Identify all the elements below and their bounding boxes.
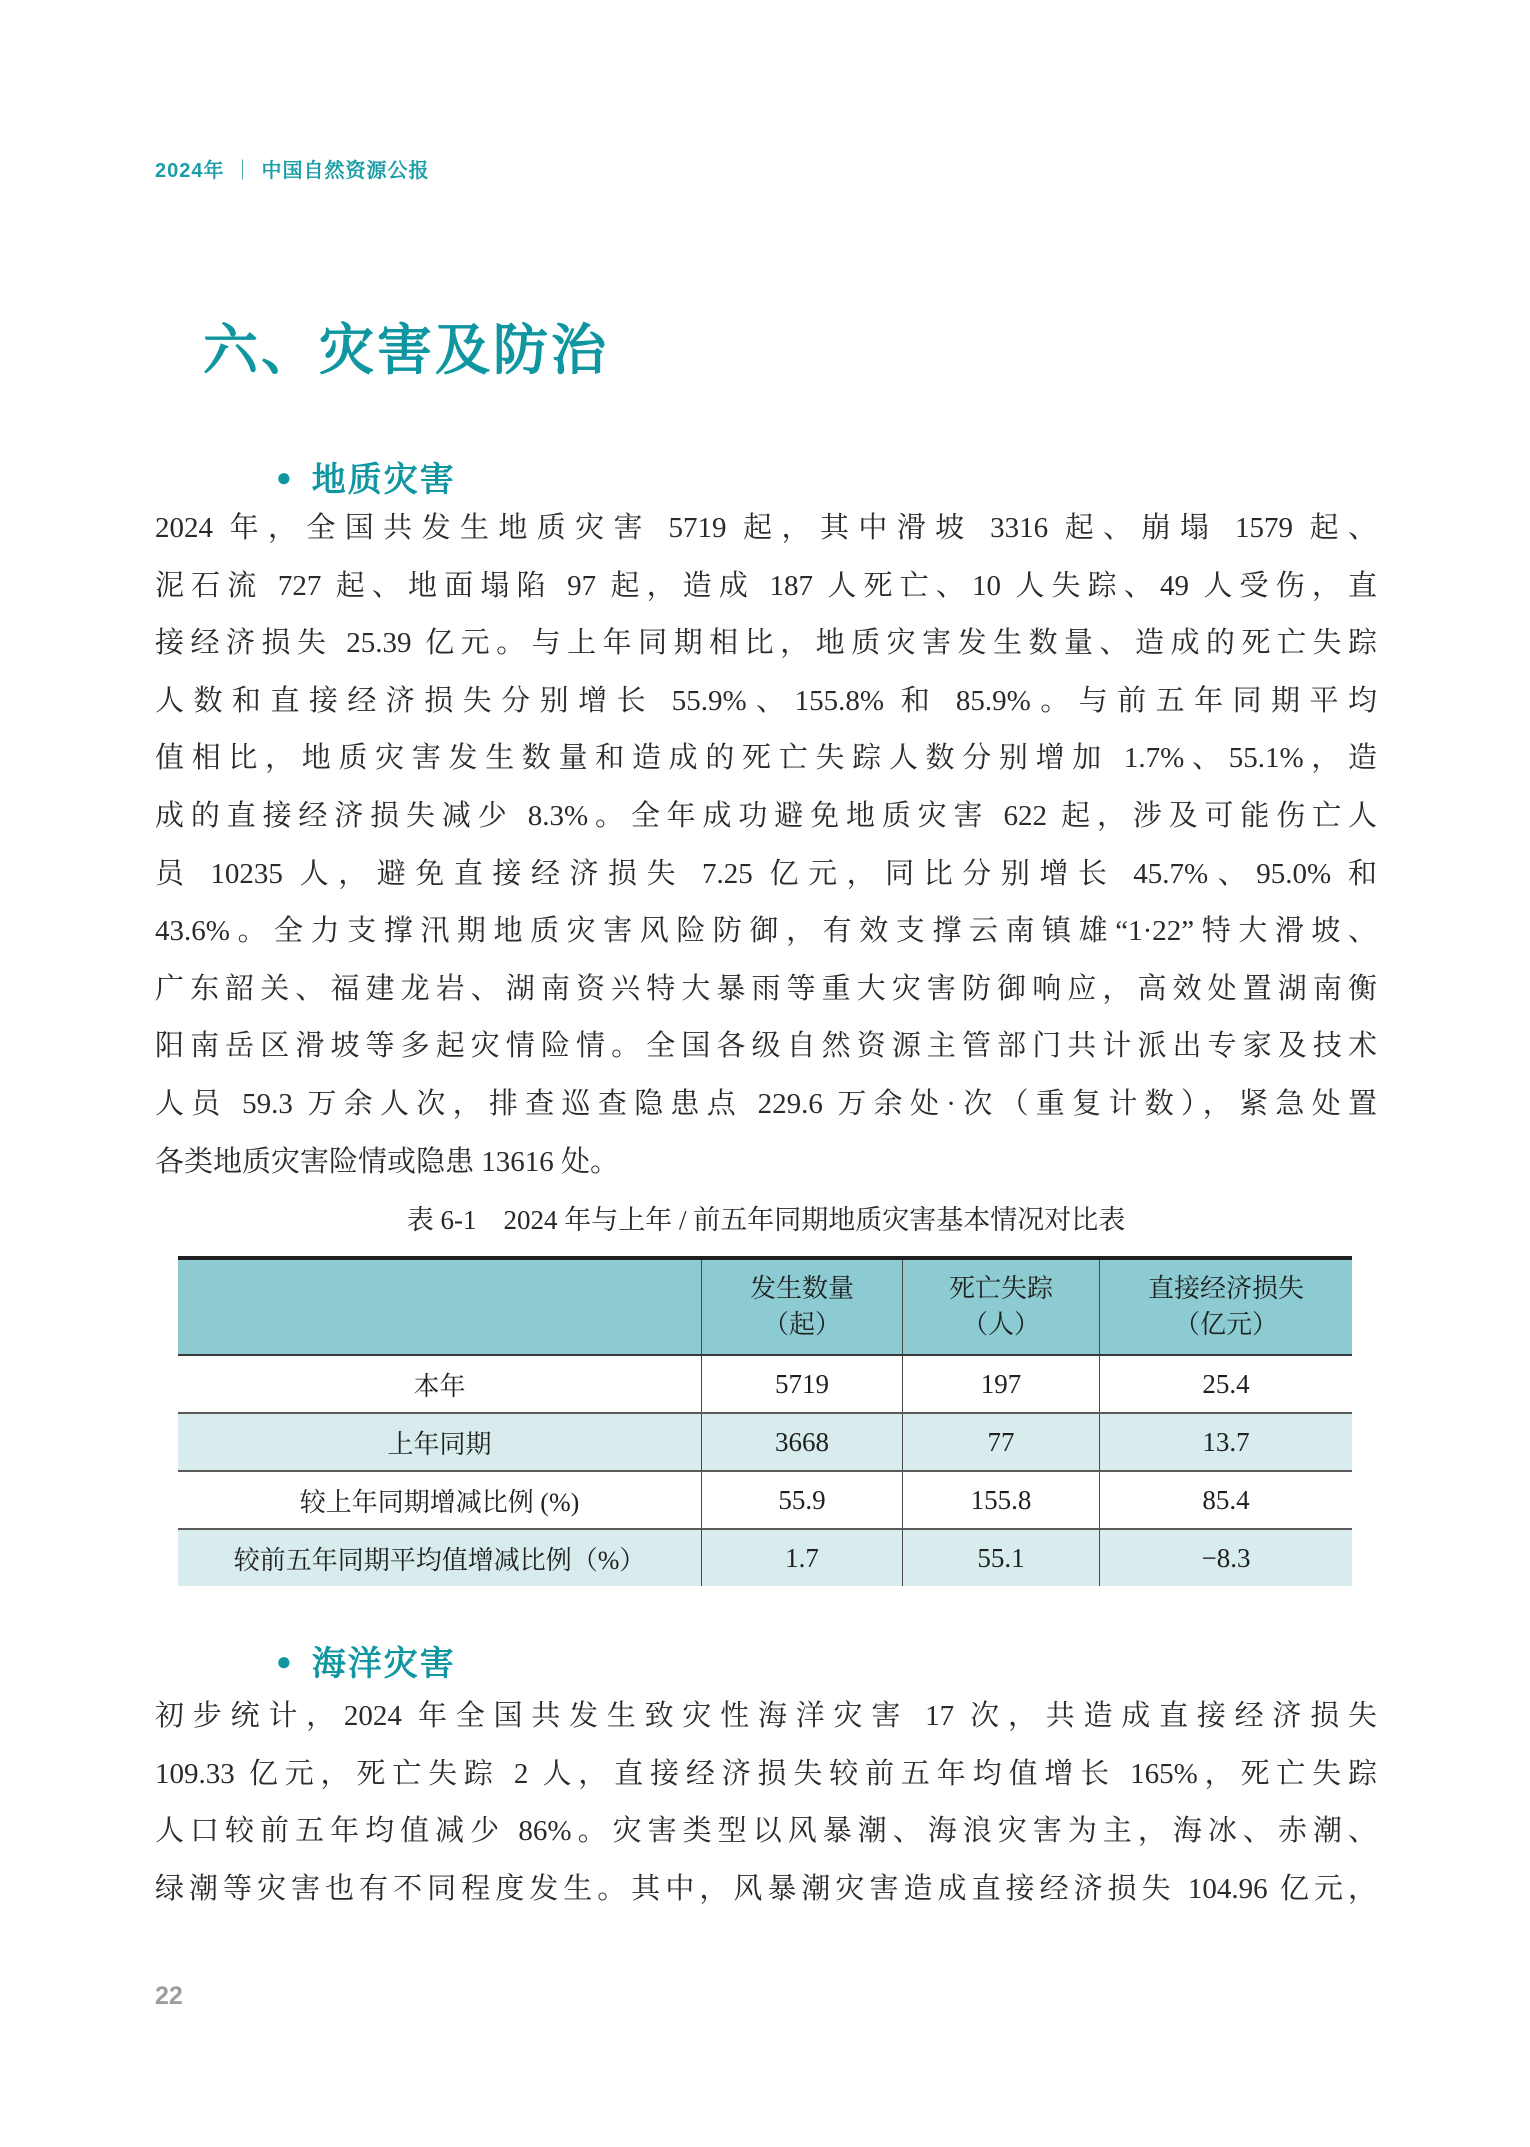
section-heading-marine-disasters bbox=[276, 1636, 456, 1685]
table-caption: 表 6-1 2024 年与上年 / 前五年同期地质灾害基本情况对比表 bbox=[406, 1205, 1126, 1235]
paragraph-line: 接经济损失 25.39 亿元。与上年同期相比，地质灾害发生数量、造成的死亡失踪 bbox=[155, 627, 1377, 660]
bullet-icon: ● bbox=[276, 461, 292, 492]
section-heading-geological-disasters bbox=[276, 452, 456, 501]
paragraph-line: 泥石流 727 起、地面塌陷 97 起，造成 187 人死亡、10 人失踪、49 人受伤，直 bbox=[155, 569, 1377, 602]
header-line1: 直接经济损失 bbox=[1148, 1274, 1305, 1303]
masthead-year: 2024年 bbox=[155, 160, 225, 182]
cell-occurrences: 3668 bbox=[702, 1413, 903, 1471]
cell-deaths-missing: 155.8 bbox=[902, 1471, 1099, 1529]
masthead-divider: ｜ bbox=[232, 160, 254, 182]
masthead-title: 中国自然资源公报 bbox=[261, 160, 430, 182]
table-row bbox=[178, 1471, 1352, 1529]
table-row bbox=[178, 1413, 1352, 1471]
paragraph-line: 人员 59.3 万余人次，排查巡查隐患点 229.6 万余处·次（重复计数），紧急处置 bbox=[155, 1087, 1377, 1120]
table-header-economic-loss bbox=[1100, 1258, 1352, 1355]
header-line2: （亿元） bbox=[1174, 1310, 1279, 1339]
paragraph-line: 广东韶关、福建龙岩、湖南资兴特大暴雨等重大灾害防御响应，高效处置湖南衡 bbox=[155, 972, 1377, 1005]
paragraph-line: 各类地质灾害险情或隐患 13616 处。 bbox=[155, 1145, 620, 1178]
paragraph-line: 值相比，地质灾害发生数量和造成的死亡失踪人数分别增加 1.7%、55.1%，造 bbox=[155, 742, 1377, 775]
table-header-row bbox=[178, 1258, 1352, 1355]
paragraph-line: 109.33 亿元，死亡失踪 2 人，直接经济损失较前五年均值增长 165%，死亡失踪 bbox=[155, 1757, 1377, 1790]
row-label: 较前五年同期平均值增减比例（%） bbox=[178, 1529, 702, 1586]
paragraph-line: 43.6%。全力支撑汛期地质灾害风险防御，有效支撑云南镇雄“1·22”特大滑坡、 bbox=[155, 915, 1377, 948]
page-title: 六、灾害及防治 bbox=[203, 319, 610, 381]
header-line2: （人） bbox=[961, 1310, 1040, 1339]
paragraph-line: 成的直接经济损失减少 8.3%。全年成功避免地质灾害 622 起，涉及可能伤亡人 bbox=[155, 799, 1377, 832]
cell-economic-loss: −8.3 bbox=[1100, 1529, 1352, 1586]
row-label: 上年同期 bbox=[178, 1413, 702, 1471]
paragraph-line: 初步统计，2024 年全国共发生致灾性海洋灾害 17 次，共造成直接经济损失 bbox=[155, 1700, 1377, 1732]
table-header-empty-cell bbox=[178, 1258, 702, 1355]
masthead bbox=[155, 154, 430, 183]
paragraph-line: 绿潮等灾害也有不同程度发生。其中，风暴潮灾害造成直接经济损失 104.96 亿元， bbox=[155, 1872, 1377, 1905]
section-heading-label: 海洋灾害 bbox=[311, 1645, 456, 1683]
table-header-deaths-missing bbox=[902, 1258, 1099, 1355]
bullet-icon: ● bbox=[276, 1645, 292, 1676]
cell-economic-loss: 85.4 bbox=[1100, 1471, 1352, 1529]
row-label: 本年 bbox=[178, 1355, 702, 1413]
header-line1: 死亡失踪 bbox=[948, 1274, 1053, 1303]
row-label: 较上年同期增减比例 (%) bbox=[178, 1471, 702, 1529]
cell-deaths-missing: 77 bbox=[902, 1413, 1099, 1471]
section-heading-label: 地质灾害 bbox=[311, 461, 456, 499]
table-header-occurrences bbox=[702, 1258, 903, 1355]
geological-disasters-paragraph bbox=[155, 500, 1377, 1191]
cell-deaths-missing: 197 bbox=[902, 1355, 1099, 1413]
geological-disasters-comparison-table bbox=[178, 1256, 1352, 1586]
cell-deaths-missing: 55.1 bbox=[902, 1529, 1099, 1586]
paragraph-line: 人数和直接经济损失分别增长 55.9%、155.8% 和 85.9%。与前五年同期平均 bbox=[155, 684, 1377, 717]
cell-occurrences: 55.9 bbox=[702, 1471, 903, 1529]
paragraph-line: 人口较前五年均值减少 86%。灾害类型以风暴潮、海浪灾害为主，海冰、赤潮、 bbox=[155, 1815, 1377, 1848]
cell-occurrences: 1.7 bbox=[702, 1529, 903, 1586]
cell-economic-loss: 13.7 bbox=[1100, 1413, 1352, 1471]
page-number: 22 bbox=[155, 1982, 183, 2010]
paragraph-line: 2024 年，全国共发生地质灾害 5719 起，其中滑坡 3316 起、崩塌 1579 起、 bbox=[155, 512, 1377, 544]
table-row bbox=[178, 1355, 1352, 1413]
marine-disasters-paragraph bbox=[155, 1688, 1377, 1918]
cell-occurrences: 5719 bbox=[702, 1355, 903, 1413]
header-line1: 发生数量 bbox=[749, 1274, 854, 1303]
cell-economic-loss: 25.4 bbox=[1100, 1355, 1352, 1413]
table-row bbox=[178, 1529, 1352, 1586]
paragraph-line: 员 10235 人，避免直接经济损失 7.25 亿元，同比分别增长 45.7%、95.0% 和 bbox=[155, 857, 1377, 890]
paragraph-line: 阳南岳区滑坡等多起灾情险情。全国各级自然资源主管部门共计派出专家及技术 bbox=[155, 1030, 1377, 1063]
header-line2: （起） bbox=[762, 1310, 841, 1339]
